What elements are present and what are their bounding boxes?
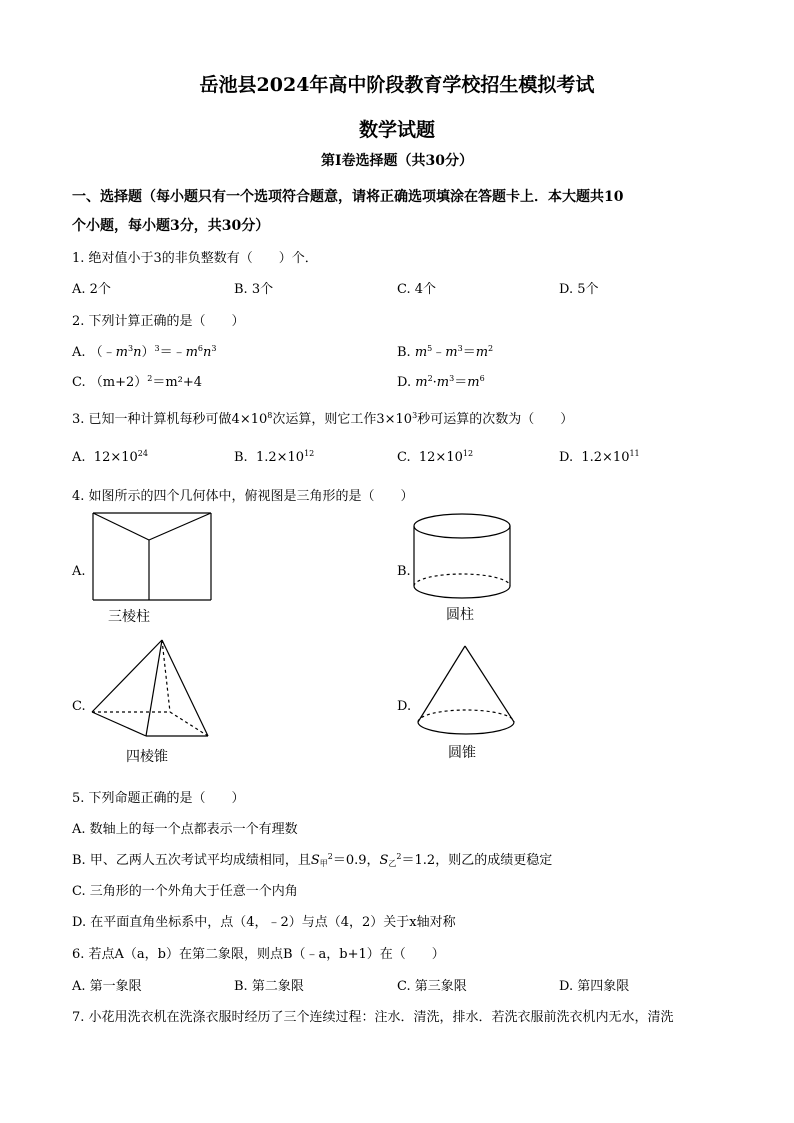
section-instruction-line2: 个小题，每小题3分，共30分） [72, 218, 270, 234]
question-2-option-a: A. $(﹣m^3n)^3=﹣m^6n^3$ [72, 344, 217, 360]
caption-triangular-prism: 三棱柱 [108, 609, 150, 625]
exam-subtitle: 数学试题 [358, 119, 435, 141]
question-6-option-c: C. 第三象限 [397, 979, 467, 994]
cylinder-figure [412, 512, 512, 602]
question-1-option-b: B. 3个 [234, 282, 274, 297]
question-3-stem: 3. 已知一种计算机每秒可做$4\times 10^8$次运算，则它工作$3\times 10^3$秒可运算的次数为（ ） [72, 411, 574, 427]
question-5-option-c: C. 三角形的一个外角大于任意一个内角 [72, 884, 298, 899]
question-6-option-b: B. 第二象限 [234, 979, 304, 994]
question-4-option-b-label: B. [397, 564, 411, 579]
question-5-option-d: D. 在平面直角坐标系中，点（4，﹣2）与点（4，2）关于x轴对称 [72, 915, 456, 930]
question-6-option-d: D. 第四象限 [559, 979, 630, 994]
question-1-option-c: C. 4个 [397, 282, 437, 297]
question-3-option-d: D. $1.2\times 10^{11}$ [559, 449, 640, 465]
cone-figure [416, 642, 516, 742]
caption-cylinder: 圆柱 [446, 607, 474, 623]
question-4-option-a-label: A. [72, 564, 86, 579]
question-1-stem: 1. 绝对值小于3的非负整数有（ ）个． [72, 251, 318, 266]
question-7-stem: 7. 小花用洗衣机在洗涤衣服时经历了三个连续过程：注水．清洗，排水．若洗衣服前洗衣机内无水，清洗 [72, 1010, 674, 1025]
question-4-option-c-label: C. [72, 699, 86, 714]
question-2-option-d: D. $m^2\cdot m^3=m^6$ [397, 374, 485, 390]
question-5-option-b: B. 甲、乙两人五次考试平均成绩相同，且$S_甲^2=0.9$，$S_乙^2=1.2$，则乙的成绩更稳定 [72, 852, 553, 868]
question-6-stem: 6. 若点A（a，b）在第二象限，则点B（﹣a，b+1）在（ ） [72, 947, 445, 962]
question-4-stem: 4. 如图所示的四个几何体中，俯视图是三角形的是（ ） [72, 489, 414, 504]
question-5-option-a: A. 数轴上的每一个点都表示一个有理数 [72, 822, 298, 837]
triangular-prism-figure [86, 510, 196, 600]
question-4-option-d-label: D. [397, 699, 412, 714]
question-3-option-a: A. $12\times 10^{24}$ [72, 449, 148, 465]
square-pyramid-figure [90, 636, 210, 746]
section-instruction-line1: 一、选择题（每小题只有一个选项符合题意，请将正确选项填涂在答题卡上．本大题共10 [72, 189, 624, 205]
question-1-option-a: A. 2个 [72, 282, 111, 297]
question-2-option-b: B. $m^5﹣m^3=m^2$ [397, 344, 494, 360]
question-1-option-d: D. 5个 [559, 282, 599, 297]
part-heading: 第Ⅰ卷选择题（共30分） [320, 153, 474, 169]
caption-cone: 圆锥 [448, 745, 476, 761]
question-3-option-b: B. $1.2\times 10^{12}$ [234, 449, 315, 465]
question-2-option-c: C. $(m+2)^2=m^2+4$ [72, 374, 203, 390]
caption-square-pyramid: 四棱锥 [126, 749, 168, 765]
exam-title: 岳池县2024年高中阶段教育学校招生模拟考试 [199, 74, 595, 96]
question-3-option-c: C. $12\times 10^{12}$ [397, 449, 474, 465]
question-6-option-a: A. 第一象限 [72, 979, 142, 994]
question-5-stem: 5. 下列命题正确的是（ ） [72, 791, 245, 806]
question-2-stem: 2. 下列计算正确的是（ ） [72, 314, 245, 329]
